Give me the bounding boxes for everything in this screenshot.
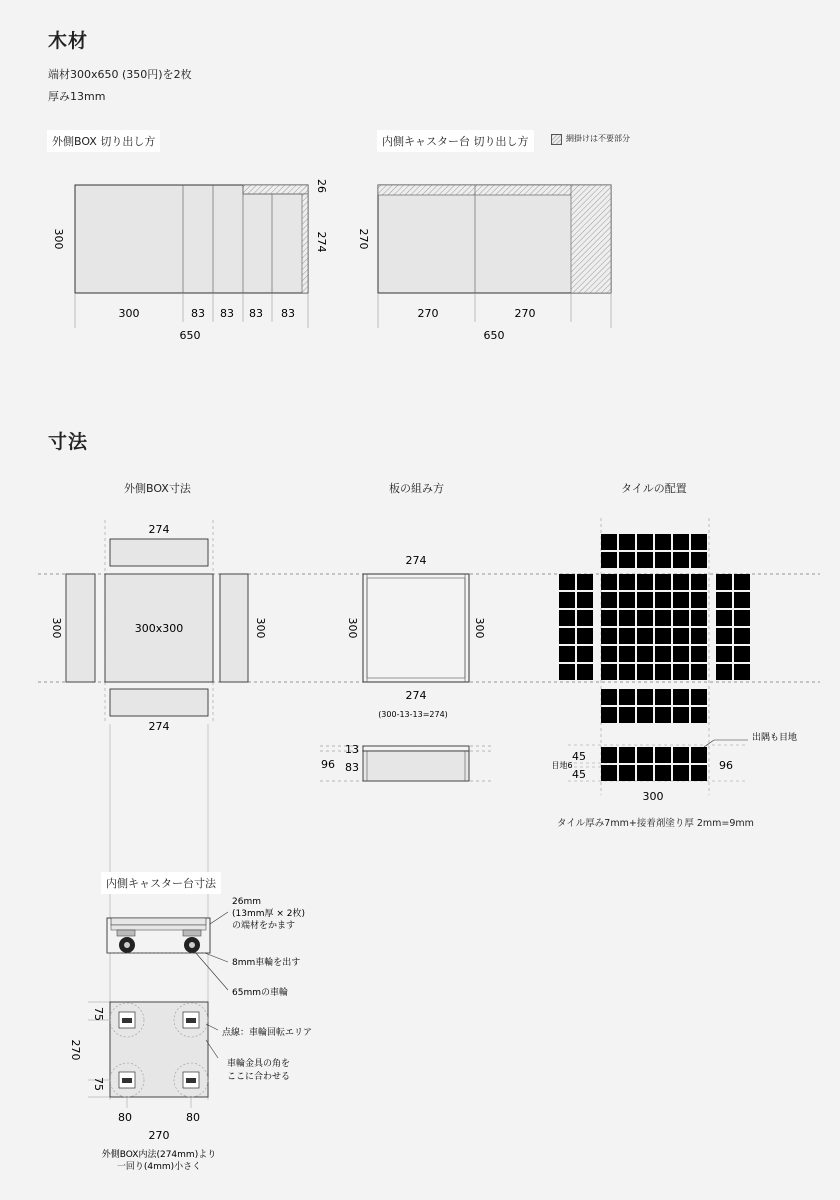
right-tile: [734, 610, 750, 626]
asm-left: 300: [346, 617, 359, 639]
outer-bottom-board: [110, 689, 208, 716]
assembly-diagram: [320, 554, 493, 781]
center-tile: [655, 574, 671, 590]
center-tile: [637, 646, 653, 662]
bottom-tile: [619, 707, 635, 723]
note-thickness: 厚み13mm: [48, 90, 106, 103]
inner-w-270a: 270: [417, 307, 439, 320]
top-tile: [601, 534, 617, 550]
center-tile: [601, 646, 617, 662]
top-tile: [637, 534, 653, 550]
caster-left: 270: [69, 1039, 82, 1061]
right-tile: [716, 646, 732, 662]
caster-bot-right: 80: [186, 1111, 200, 1124]
right-tile: [734, 592, 750, 608]
bottom-tile: [655, 707, 671, 723]
caster-ann1b: (13mm厚 × 2枚): [232, 909, 305, 919]
top-tile: [673, 534, 689, 550]
asm-side-total: 96: [321, 758, 335, 771]
center-tile: [691, 646, 707, 662]
tile-callout: 出隅も目地: [752, 733, 798, 743]
asm-right: 300: [473, 617, 486, 639]
center-tile: [601, 592, 617, 608]
center-tile: [673, 574, 689, 590]
side-tile: [619, 747, 635, 763]
center-tile: [637, 664, 653, 680]
center-tile: [637, 592, 653, 608]
bottom-tile: [655, 689, 671, 705]
tile-layout-diagram: [551, 518, 797, 803]
caster-label: 内側キャスター台寸法: [101, 872, 221, 894]
bottom-tile: [691, 689, 707, 705]
top-tile: [637, 552, 653, 568]
side-tile: [601, 765, 617, 781]
outer-cut-label: 外側BOX 切り出し方: [47, 130, 160, 152]
side-tile: [673, 747, 689, 763]
left-tile: [559, 574, 575, 590]
center-tile: [691, 574, 707, 590]
asm-side-inner: 83: [345, 761, 359, 774]
caster-ann1: 26mm: [232, 897, 261, 907]
right-tile: [716, 664, 732, 680]
center-tile: [673, 646, 689, 662]
side-tile: [619, 765, 635, 781]
side-tile: [673, 765, 689, 781]
asm-bottom: 274: [405, 689, 427, 702]
tile-side-b: 45: [572, 768, 586, 781]
inner-total: 650: [483, 329, 505, 342]
outer-total: 650: [179, 329, 201, 342]
top-tile: [619, 552, 635, 568]
bottom-tile: [637, 707, 653, 723]
left-tile: [577, 664, 593, 680]
left-tile: [559, 592, 575, 608]
outer-cut-waste-right: [302, 194, 308, 293]
top-tile: [691, 534, 707, 550]
bottom-tile: [673, 707, 689, 723]
left-tile: [559, 628, 575, 644]
outer-w-83b: 83: [220, 307, 234, 320]
inner-cut-label: 内側キャスター台 切り出し方: [377, 130, 534, 152]
center-tile: [619, 628, 635, 644]
section-title-dimensions: 寸法: [48, 431, 89, 453]
ob-bottom: 274: [148, 720, 170, 733]
caster-ann5a: 車輪金具の角を: [227, 1059, 291, 1069]
caster-bot-left: 80: [118, 1111, 132, 1124]
center-tile: [673, 610, 689, 626]
side-tile: [691, 747, 707, 763]
outer-cut-board: [75, 185, 308, 293]
top-tile: [601, 552, 617, 568]
asm-formula: (300-13-13=274): [378, 710, 448, 719]
caster-ann5b: ここに合わせる: [227, 1072, 291, 1082]
center-tile: [655, 664, 671, 680]
right-tile: [716, 610, 732, 626]
bottom-tile: [619, 689, 635, 705]
inner-height: 270: [357, 228, 370, 250]
outer-strip-26: 26: [315, 179, 328, 193]
side-tile: [655, 747, 671, 763]
center-tile: [673, 664, 689, 680]
caster-ann4: 点線：車輪回転エリア: [222, 1028, 313, 1038]
right-tile: [716, 628, 732, 644]
tiles-label: タイルの配置: [621, 482, 687, 495]
center-tile: [655, 628, 671, 644]
asm-side-body: [363, 751, 469, 781]
outer-cut-waste-top: [243, 185, 308, 194]
side-tile: [637, 765, 653, 781]
top-tile: [655, 552, 671, 568]
caster-plate: [111, 918, 206, 925]
outer-height: 300: [52, 228, 65, 250]
outer-w-83c: 83: [249, 307, 263, 320]
left-tile: [577, 610, 593, 626]
left-tile: [559, 610, 575, 626]
center-tile: [619, 610, 635, 626]
asm-side-thick: 13: [345, 743, 359, 756]
caster-ann1c: の端材をかます: [232, 921, 296, 931]
side-tile: [655, 765, 671, 781]
center-tile: [691, 592, 707, 608]
outer-right-board: [220, 574, 248, 682]
outer-top-board: [110, 539, 208, 566]
hatch-legend-text: 網掛けは不要部分: [566, 134, 630, 143]
left-tile: [577, 592, 593, 608]
right-tile: [716, 574, 732, 590]
center-tile: [601, 664, 617, 680]
outer-part-274: 274: [315, 231, 328, 253]
center-tile: [655, 592, 671, 608]
inner-cut-waste-right: [571, 185, 611, 293]
ob-left: 300: [50, 617, 63, 639]
tile-joint: 目地6: [551, 761, 573, 770]
center-tile: [637, 628, 653, 644]
asm-side-top: [363, 746, 469, 751]
outer-cut-diagram: [52, 179, 328, 342]
note-scrap-wood: 端材300x650 (350円)を2枚: [48, 68, 192, 81]
caster-ann2: 8mm車輪を出す: [232, 958, 301, 968]
center-tile: [619, 664, 635, 680]
bottom-tile: [691, 707, 707, 723]
right-tile: [734, 574, 750, 590]
center-tile: [673, 592, 689, 608]
ob-top: 274: [148, 523, 170, 536]
center-tile: [619, 646, 635, 662]
caster-foot2: 一回り(4mm)小さく: [116, 1162, 202, 1172]
center-tile: [619, 592, 635, 608]
center-tile: [637, 574, 653, 590]
center-tile: [691, 610, 707, 626]
right-tile: [734, 646, 750, 662]
tile-side-height: 96: [719, 759, 733, 772]
caster-ann3: 65mmの車輪: [232, 988, 288, 998]
side-tile: [691, 765, 707, 781]
center-tile: [637, 610, 653, 626]
center-tile: [691, 628, 707, 644]
tile-width: 300: [642, 790, 664, 803]
center-tile: [691, 664, 707, 680]
center-tile: [673, 628, 689, 644]
top-tile: [619, 534, 635, 550]
bottom-tile: [673, 689, 689, 705]
center-tile: [655, 610, 671, 626]
outer-box-label: 外側BOX寸法: [124, 482, 191, 495]
caster-top-off: 75: [92, 1007, 105, 1021]
right-tile: [734, 628, 750, 644]
left-tile: [577, 628, 593, 644]
top-tile: [691, 552, 707, 568]
assembly-label: 板の組み方: [389, 482, 444, 495]
outer-w-83d: 83: [281, 307, 295, 320]
tiles-note: タイル厚み7mm+接着剤塗り厚 2mm=9mm: [557, 818, 754, 829]
tile-side-a: 45: [572, 750, 586, 763]
asm-top: 274: [405, 554, 427, 567]
section-title-wood: 木材: [48, 30, 89, 52]
outer-w-83a: 83: [191, 307, 205, 320]
caster-diagram: [69, 897, 312, 1172]
bottom-tile: [637, 689, 653, 705]
caster-width: 270: [148, 1129, 170, 1142]
outer-left-board: [66, 574, 95, 682]
bottom-tile: [601, 689, 617, 705]
side-tile: [601, 747, 617, 763]
left-tile: [577, 574, 593, 590]
left-tile: [577, 646, 593, 662]
center-tile: [655, 646, 671, 662]
ob-right: 300: [254, 617, 267, 639]
center-tile: [601, 628, 617, 644]
right-tile: [734, 664, 750, 680]
inner-w-270b: 270: [514, 307, 536, 320]
left-tile: [559, 664, 575, 680]
caster-bot-off: 75: [92, 1077, 105, 1091]
left-tile: [559, 646, 575, 662]
top-tile: [673, 552, 689, 568]
inner-cut-diagram: [357, 185, 611, 342]
side-tile: [637, 747, 653, 763]
outer-w-300: 300: [118, 307, 140, 320]
center-tile: [619, 574, 635, 590]
right-tile: [716, 592, 732, 608]
bottom-tile: [601, 707, 617, 723]
caster-shim: [111, 925, 206, 930]
ob-center: 300x300: [134, 622, 184, 635]
center-tile: [601, 610, 617, 626]
top-tile: [655, 534, 671, 550]
center-tile: [601, 574, 617, 590]
caster-foot1: 外側BOX内法(274mm)より: [101, 1150, 217, 1160]
